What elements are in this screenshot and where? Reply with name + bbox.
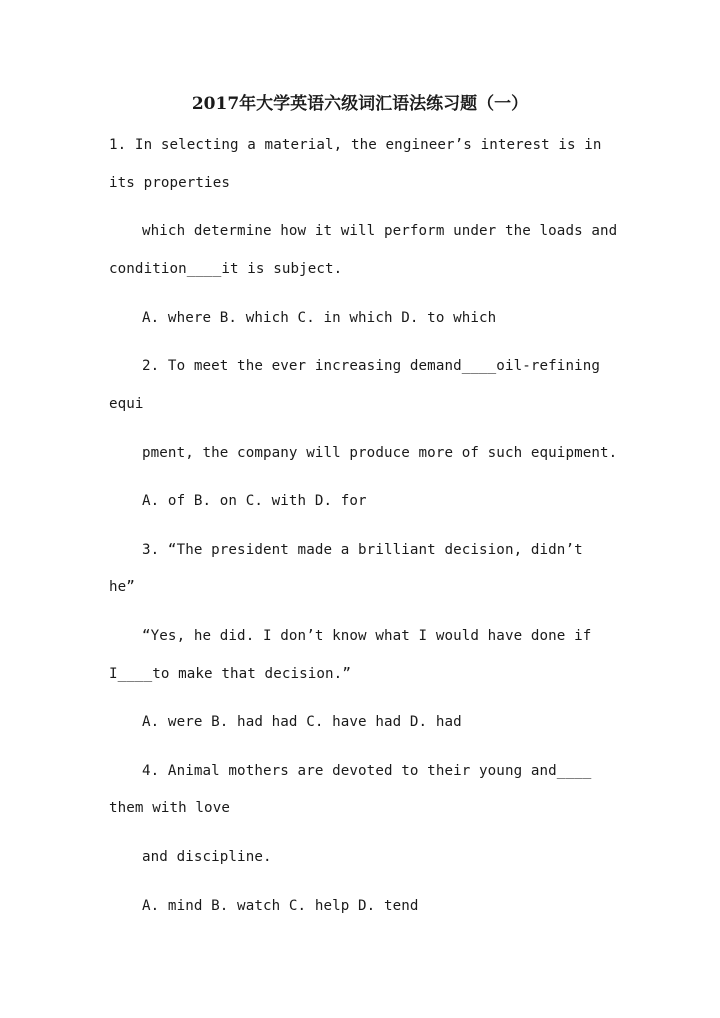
q4-line-2: them with love [109, 800, 230, 816]
q2-line-3: pment, the company will produce more of such equipment. [142, 445, 618, 461]
q3-options: A. were B. had had C. have had D. had [142, 714, 462, 730]
document-title: 2017年大学英语六级词汇语法练习题（一） [191, 94, 529, 114]
q2-options: A. of B. on C. with D. for [142, 493, 367, 509]
q1-options: A. where B. which C. in which D. to which [142, 310, 497, 326]
q4-options: A. mind B. watch C. help D. tend [142, 898, 419, 914]
q4-line-3: and discipline. [142, 849, 272, 865]
q3-line-4: I____to make that decision.” [109, 666, 351, 682]
q1-line-3: which determine how it will perform under the loads and [142, 223, 618, 239]
q1-line-2: its properties [109, 175, 230, 191]
q2-line-2: equi [109, 396, 144, 412]
q2-line-1: 2. To meet the ever increasing demand____oil-refining [142, 358, 601, 374]
q4-line-1: 4. Animal mothers are devoted to their young and____ [142, 763, 592, 779]
q1-line-1: 1. In selecting a material, the engineer’s interest is in [109, 137, 602, 153]
q3-line-2: he” [109, 579, 135, 595]
q3-line-3: “Yes, he did. I don’t know what I would have done if [142, 628, 592, 644]
q1-line-4: condition____it is subject. [109, 261, 343, 277]
q3-line-1: 3. “The president made a brilliant decision, didn’t [142, 542, 583, 558]
